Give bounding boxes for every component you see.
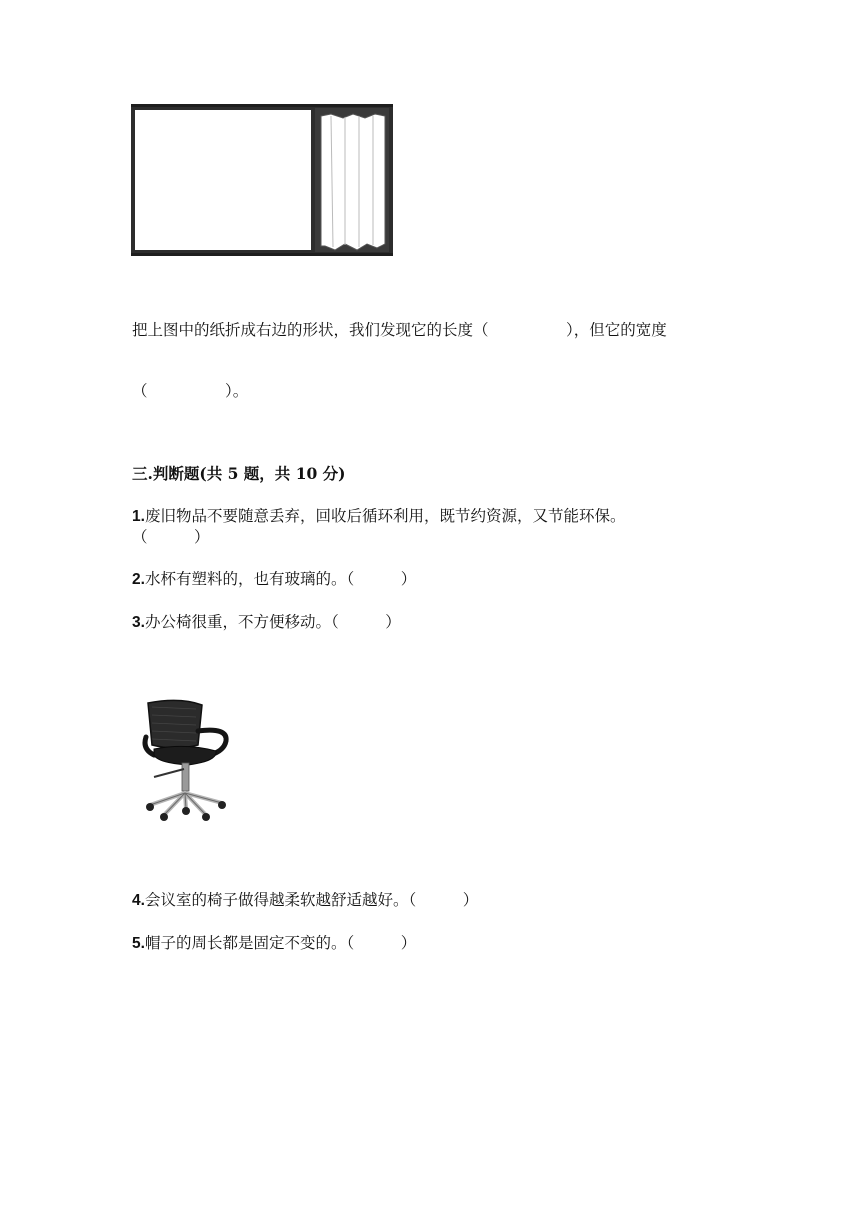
question-number: 1. xyxy=(132,508,145,525)
fill-in-line-1: 把上图中的纸折成右边的形状，我们发现它的长度（ ），但它的宽度 xyxy=(132,321,667,339)
question-3 xyxy=(132,612,401,633)
question-number: 3. xyxy=(132,614,145,631)
question-4 xyxy=(132,890,478,911)
office-chair-figure xyxy=(140,697,234,821)
question-number: 5. xyxy=(132,935,145,952)
question-text: 水杯有塑料的，也有玻璃的。（ ） xyxy=(144,570,417,588)
question-text: 废旧物品不要随意丢弃，回收后循环利用，既节约资源，又节能环保。 xyxy=(144,507,626,525)
question-1 xyxy=(132,506,625,527)
question-text: 帽子的周长都是固定不变的。（ ） xyxy=(144,934,417,952)
question-text: 办公椅很重，不方便移动。（ ） xyxy=(144,613,401,631)
question-1-blank: （ ） xyxy=(132,528,210,546)
section-title: 三.判断题(共 5 题，共 10 分) xyxy=(132,464,346,483)
question-5 xyxy=(132,933,416,954)
question-number: 4. xyxy=(132,892,145,909)
question-number: 2. xyxy=(132,571,145,588)
fill-in-line-2: （ ）。 xyxy=(132,382,249,400)
question-2 xyxy=(132,569,416,590)
folded-paper-figure xyxy=(131,104,393,256)
question-text: 会议室的椅子做得越柔软越舒适越好。（ ） xyxy=(144,891,479,909)
